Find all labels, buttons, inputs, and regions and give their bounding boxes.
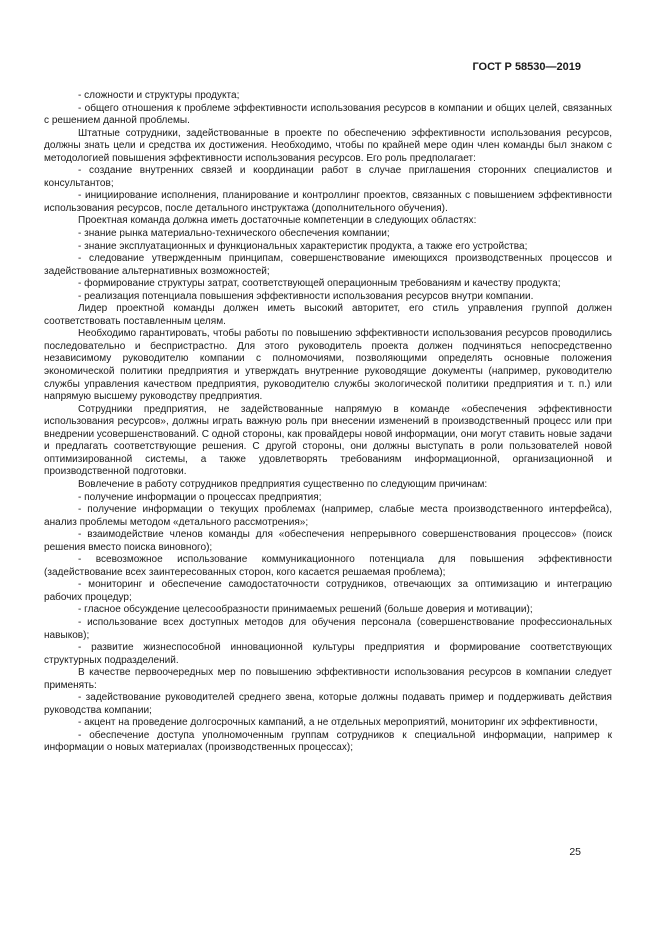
paragraph: Вовлечение в работу сотрудников предприятия существенно по следующим причинам:	[78, 478, 488, 490]
page-number: 25	[569, 846, 581, 858]
paragraph: - получение информации о текущих проблемах (например, слабые места производственного интерфейса), анализ проблемы методом «детального рассмотрения»;	[44, 504, 612, 528]
paragraph: Проектная команда должна иметь достаточные компетенции в следующих областях:	[78, 215, 477, 227]
paragraph: - развитие жизнеспособной инновационной культуры предприятия и формирование соответствующих структурных подразделений.	[44, 642, 612, 666]
paragraph: - знание рынка материально-технического обеспечения компании;	[78, 228, 390, 240]
paragraph: - акцент на проведение долгосрочных кампаний, а не отдельных мероприятий, мониторинг их эффективности,	[78, 717, 598, 729]
paragraph: - использование всех доступных методов для обучения персонала (совершенствование профессиональных навыков);	[44, 616, 612, 641]
paragraph: - знание эксплуатационных и функциональных характеристик продукта, а также его устройства;	[78, 240, 528, 252]
paragraph: - следование утвержденным принципам, совершенствование имеющихся производственных процессов и задействование альтернативных возможностей;	[44, 253, 612, 277]
paragraph: - получение информации о процессах предприятия;	[78, 491, 322, 503]
body-text	[44, 90, 612, 755]
paragraph: - всевозможное использование коммуникационного потенциала для повышения эффективности (задействование всех заинтересованных сторон, кого касается решаемая проблема);	[44, 554, 612, 578]
paragraph: - общего отношения к проблеме эффективности использования ресурсов в компании и общих целей, связанных с решением данной проблемы.	[44, 102, 612, 127]
paragraph: - гласное обсуждение целесообразности принимаемых решений (больше доверия и мотивации);	[78, 604, 533, 616]
paragraph: Штатные сотрудники, задействованные в проекте по обеспечению эффективности использования ресурсов, должны знать цели и средства их достижения. Необходимо, чтобы по крайней мере один член команды был знаком с методологией повышения эффективности использования ресурсов. Его роль предполагает:	[44, 127, 612, 164]
paragraph: В качестве первоочередных мер по повышению эффективности использования ресурсов в компании следует применять:	[44, 667, 612, 691]
paragraph: - реализация потенциала повышения эффективности использования ресурсов внутри компании.	[78, 290, 534, 302]
paragraph: Сотрудники предприятия, не задействованные напрямую в команде «обеспечения эффективности использования ресурсов», должны играть важную роль при внесении изменений в производственный процесс или при внедрении усовершенствований. С одной стороны, как провайдеры новой информации, они могут ставить новые задачи и предлагать соответствующие решения. С другой стороны, они должны выступать в роли пользователей новой оптимизированной системы, а также удовлетворять требованиям информационной, организационной и производственной подготовки.	[44, 403, 612, 478]
paragraph: - создание внутренних связей и координации работ в случае приглашения сторонних специалистов и консультантов;	[44, 165, 612, 189]
paragraph: - инициирование исполнения, планирование и контроллинг проектов, связанных с повышением эффективности использования ресурсов, после детального инструктажа (дополнительного обучения).	[44, 190, 612, 214]
paragraph: - сложности и структуры продукта;	[78, 90, 240, 101]
paragraph: - формирование структуры затрат, соответствующей операционным требованиям и качеству продукта;	[78, 278, 561, 290]
paragraph: - задействование руководителей среднего звена, которые должны подавать пример и поддерживать действия руководства компании;	[44, 692, 612, 716]
paragraph: - мониторинг и обеспечение самодостаточности сотрудников, отвечающих за оптимизацию и интеграцию рабочих процедур;	[44, 579, 612, 603]
paragraph: - обеспечение доступа уполномоченным группам сотрудников к специальной информации, например к информации о новых материалах (производственных процессах);	[44, 729, 612, 754]
paragraph: Лидер проектной команды должен иметь высокий авторитет, его стиль управления группой должен соответствовать поставленным целям.	[44, 303, 612, 327]
paragraph: - взаимодействие членов команды для «обеспечения непрерывного совершенствования процессов» (поиск решения вместо поиска виновного);	[44, 529, 612, 553]
paragraph: Необходимо гарантировать, чтобы работы по повышению эффективности использования ресурсов проводились последовательно и беспристрастно. Для этого руководитель проекта должен подчиняться непосредственно независимому руководителю компании с полномочиями, позволяющими определять основные положения экономической политики предприятия и утверждать внутренние руководящие документы (например, руководителю службы управления качеством предприятия, руководителю службы экологической политики предприятия и т. п.) или напрямую высшему руководству предприятия.	[44, 328, 612, 403]
document-id-header: ГОСТ Р 58530—2019	[472, 61, 581, 73]
